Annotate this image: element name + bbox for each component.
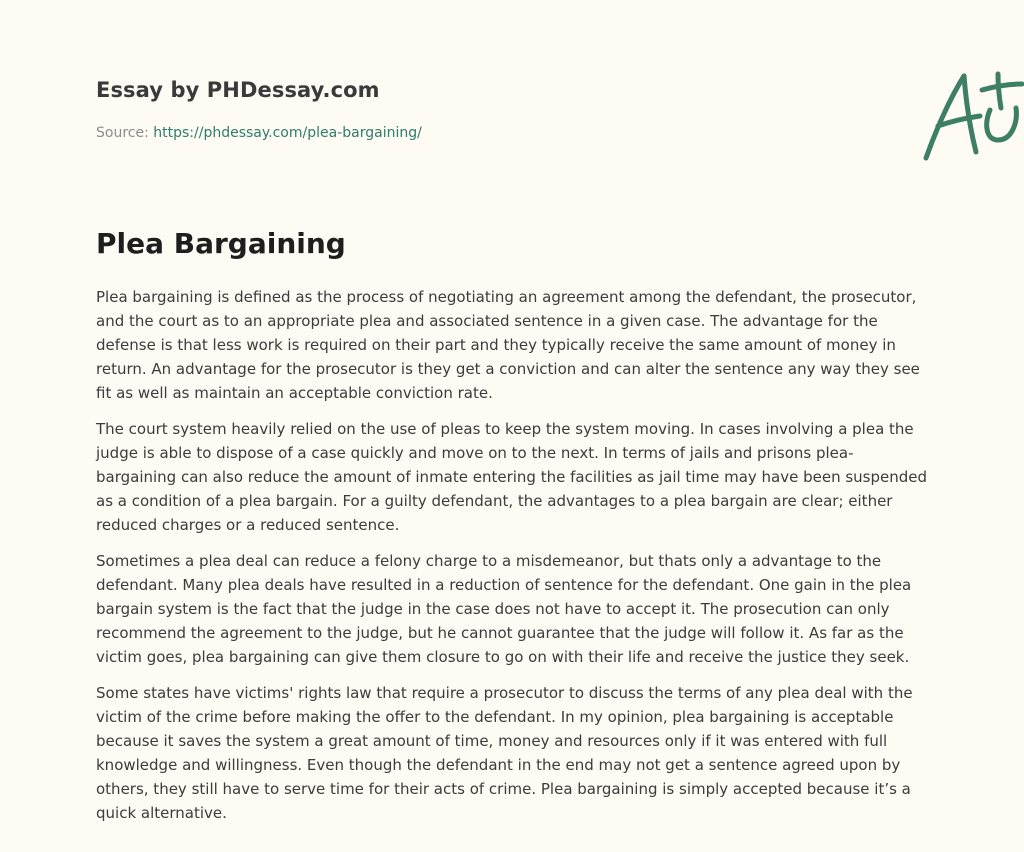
source-label: Source: xyxy=(96,125,154,141)
essay-paragraph: The court system heavily relied on the use of pleas to keep the system moving. In cases involving a plea the judge is able to dispose of a case quickly and move on to the next. In terms of jails and prisons plea-bargaining can also reduce the amount of inmate entering the facilities as jail time may have been suspended as a condition of a plea bargain. For a guilty defendant, the advantages to a plea bargain are clear; either reduced charges or a reduced sentence. xyxy=(96,420,928,534)
essay-body xyxy=(96,285,928,837)
source-link[interactable]: https://phdessay.com/plea-bargaining/ xyxy=(153,125,422,141)
essay-paragraph: Sometimes a plea deal can reduce a felony charge to a misdemeanor, but thats only a advantage to the defendant. Many plea deals have resulted in a reduction of sentence for the defendant. One gain in the plea bargain system is the fact that the judge in the case does not have to accept it. The prosecution can only recommend the agreement to the judge, but he cannot guarantee that the judge will follow it. As far as the victim goes, plea bargaining can give them closure to go on with their life and receive the justice they seek. xyxy=(96,552,912,666)
a-plus-logo-icon xyxy=(918,68,1024,164)
essay-paragraph: Some states have victims' rights law that require a prosecutor to discuss the terms of any plea deal with the victim of the crime before making the offer to the defendant. In my opinion, plea bargaining is acceptable because it saves the system a great amount of time, money and resources only if it was entered with full knowledge and willingness. Even though the defendant in the end may not get a sentence agreed upon by others, they still have to serve time for their acts of crime. Plea bargaining is simply accepted because it’s a quick alternative. xyxy=(96,684,913,822)
essay-paragraph: Plea bargaining is defined as the process of negotiating an agreement among the defendant, the prosecutor, and the court as to an appropriate plea and associated sentence in a given case. The advantage for the defense is that less work is required on their part and they typically receive the same amount of money in return. An advantage for the prosecutor is they get a conviction and can alter the sentence any way they see fit as well as maintain an acceptable conviction rate. xyxy=(96,288,920,402)
site-brand: Essay by PHDessay.com xyxy=(96,78,380,102)
essay-title: Plea Bargaining xyxy=(96,227,346,260)
source-line xyxy=(96,125,422,141)
